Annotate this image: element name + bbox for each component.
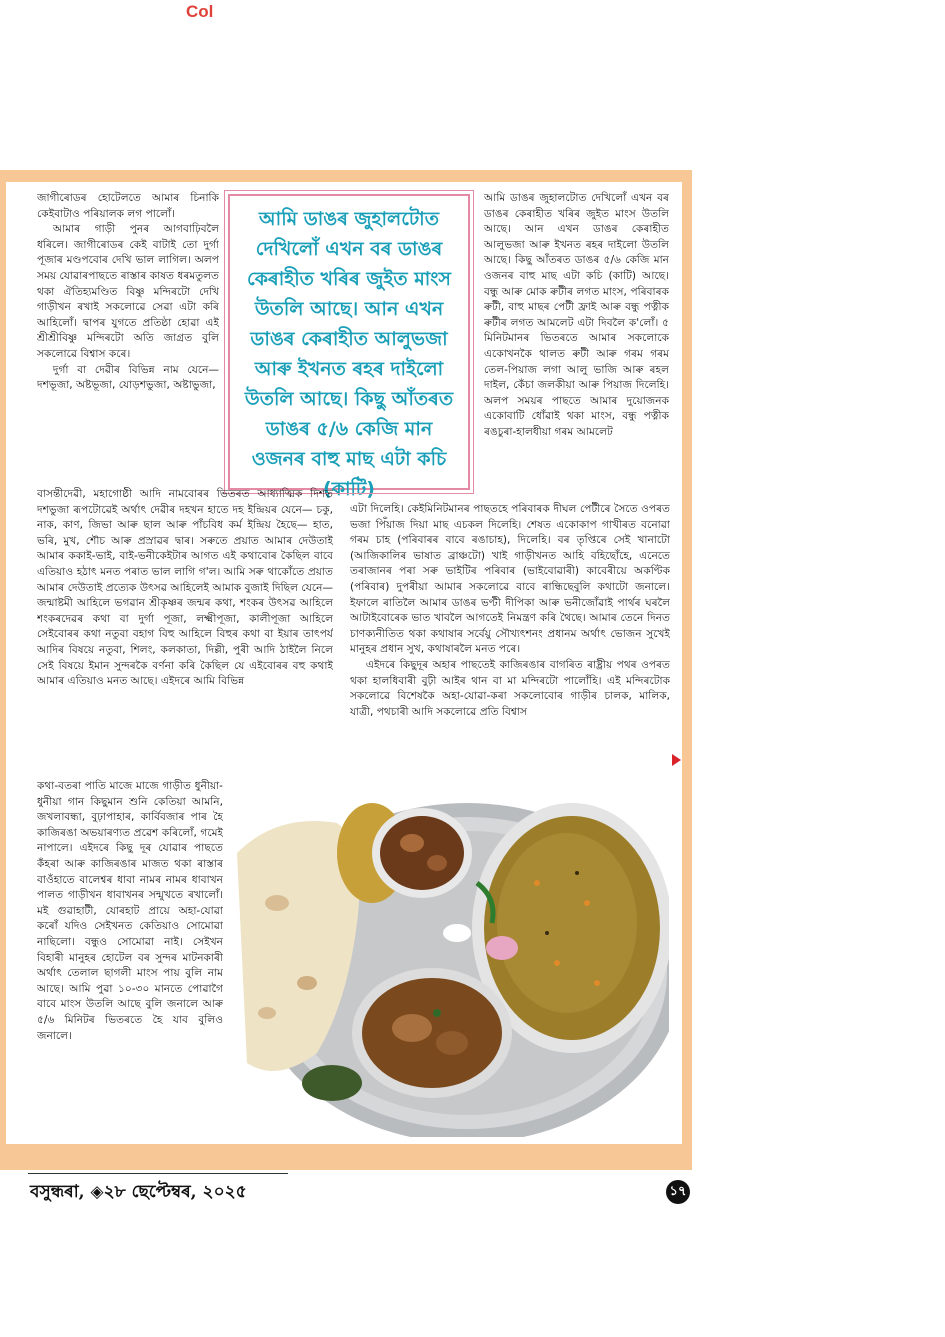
food-thali-photo <box>237 783 669 1137</box>
footer-rule <box>28 1173 288 1174</box>
paragraph: কথা-বতৰা পাতি মাজে মাজে গাড়ীত ধুনীয়া-ধুনীয়া গান কিছুমান শুনি কেতিয়া আমনি, জখলাবন্ধা, বুঢ়াপাহাৰ, কাৰ্বিবজাৰ পাৰ হৈ কাজিৰঙা অভয়াৰণ্যত প্ৰৱেশ কৰিলোঁ, গমেই নাপালে। এইদৰে কিছু দূৰ যোৱাৰ পাছতে কঁহৰা আৰু কাজিৰঙাৰ মাজত থকা ৰাস্তাৰ বাওঁহাতে বালেশ্বৰ ধাবা নামৰ নামৰ ধাবাখন পালত গাড়ীখন ধাবাখনৰ সন্মুখতে ৰখালোঁ। মই গুৱাহাটী, যোৰহাট প্ৰায়ে অহা-যোৱা কৰোঁ যদিও সেইখনত কেতিয়াও সোমোৱা নাছিলো। বন্ধুও সোমোৱা নাই। সেইখন বিহাৰী মানুহৰ হোটেল বৰ সুন্দৰ মাটনকাৰী অৰ্থাৎ তেলাল ছাগলী মাংস পায় বুলি নাম আছে। আমি পুৱা ১০-৩০ মানতে পোৱাগৈ বাবে মাংস উতলি আছে বুলি জনালে আৰু ৫/৬ মিনিটৰ ভিতৰতে হৈ যাব বুলিও জনালে। <box>37 780 223 1042</box>
thali-illustration <box>237 783 669 1137</box>
paragraph: আমাৰ গাড়ী পুনৰ আগবাঢ়িবলৈ ধৰিলে। জাগীৰোডৰ কেই বাটাই তো দুৰ্গা পূজাৰ মণ্ডপবোৰ দেখি ভাল লাগিল। অলপ সময় যোৱাৰপাছতে ৰাস্তাৰ কাষত ধৰমতুলত থকা ঐতিহ্যমণ্ডিত বিষ্ণু মন্দিৰটো দেখি গাড়ীখন ৰখাই সকলোৱে সেৱা এটা কৰি আহিলোঁ। দ্বাপৰ যুগতে প্ৰতিষ্ঠা হোৱা এই শ্ৰীশ্ৰীবিষ্ণু মন্দিৰটো অতি জাগ্ৰত বুলি সকলোৱে বিশ্বাস কৰে। <box>37 223 219 360</box>
paragraph: জাগীৰোডৰ হোটেলতে আমাৰ চিনাকি কেইবাটাও পৰিয়ালক লগ পালোঁ। <box>37 192 219 220</box>
continue-arrow-icon <box>672 754 681 766</box>
page-number: ১৭ <box>666 1180 690 1204</box>
footer-publication-date: বসুন্ধৰা, ◈২৮ ছেপ্টেম্বৰ, ২০২৫ <box>30 1182 247 1202</box>
article-column-1-bottom <box>37 779 223 1139</box>
article-column-1 <box>37 191 219 494</box>
article-column-3 <box>484 191 669 503</box>
paragraph: এটা দিলেহি। কেইমিনিটমানৰ পাছতহে পৰিবাৰক দীঘল পেটীৰে সৈতে ওপৰত ভজা পিঁয়াজ দিয়া মাছ এচকল দিলেহি। শেষত একোকাপ গাখীৰত বনোৱা গৰম চাহ (পৰিবাৰৰ বাবে ৰঙাচাহ), দিলেহি। বৰ তৃপ্তিৰে সেই খানাটো (আজিকালিৰ ভাষাত ব্ৰাঞ্চটো) খাই গাড়ীখনত আহি বহিছোঁহে, এনেতে তৰাজানৰ পৰা সৰু ভাইটিৰ পৰিবাৰ (ভাইবোৱাৰী) কাবেৰীয়ে অকণ্টিক (পৰিবাৰ) দুপৰীয়া আমাৰ সকলোৱে বাবে ৰান্ধিছেবুলি কথাটো জনালে। ইফালে ৰাতিলৈ আমাৰ ডাঙৰ ভণ্টী দীপিকা আৰু ভনীজোঁৱাই পাৰ্থৰ ঘৰলৈ আটাইবোৰেক ভাত খাবলৈ আগতেই নিমন্ত্ৰণ কৰি থৈছে। আমাৰ তেনে দিনত চাণক্যনীতিত থকা কথাষাৰ সৰ্বেয়ু সৌখ্যৎশনং প্ৰধানম অৰ্থাৎ ভোজন সুখেই মানুহৰ প্ৰধান সুখ, কথাষাৰলৈ মনত পৰে। <box>350 503 670 656</box>
paragraph: বাসন্তীদেৱী, মহাগোষ্ঠী আদি নামবোৰৰ ভিতৰত আধ্যাত্মিক দিশত দশভুজা ৰূপটোৱেই অৰ্থাৎ দেৱীৰ দহখন হাতে দহ ইন্দ্ৰিয়ৰ যেনে— চকু, নাক, কাণ, জিভা আৰু ছাল আৰু পাঁচবিধ কৰ্ম ইন্দ্ৰিয় হৈছে— হাত, ভৰি, মুখ, শৌচ আৰু প্ৰস্ৰাৱৰ দ্বাৰ। সৰুতে প্ৰয়াত আমাৰ দেউতাই আমাৰ ককাই-ভাই, বাই-ভনীকেইটাৰ আগত এই কথাবোৰ কৈছিল বাবে এতিয়াও হঠাৎ মনত পৰাত ভাল লাগি গ'ল। আমি সৰু থাকোঁতে প্ৰয়াত আমাৰ দেউতাই প্ৰত্যেক উৎসৱ আহিলেই আমাক বুজাই দিছিল যেনে— জন্মাষ্টমী আহিলে ভগৱান শ্ৰীকৃষ্ণৰ জন্মৰ কথা, শংকৰ উৎসৱ আহিলে শংকৰদেৱৰ কথা বা দুৰ্গা পূজা, লক্ষ্মীপূজা, কালীপূজা আহিলে সেইবোৰৰ কথা নতুবা বহাগ বিহু আহিলে বিহুৰ কথা বা ইয়াৰ তাৎপৰ্য আদিৰ বিষয়ে নতুবা, শিলং, কলকাতা, দিল্লী, পুৰী আদি ঠাইলৈ নিলে সেই বিষয়ে ইমান সুন্দৰকৈ বৰ্ণনা কৰি কৈছিল যে এইবোৰৰ বহু কথাই আমাৰ এতিয়াও মনত আছে। এইদৰে আমি বিভিন্ন <box>37 488 333 688</box>
paragraph: আমি ডাঙৰ জুহালটোত দেখিলোঁ এখন বৰ ডাঙৰ কেৰাহীত খৰিৰ জুইত মাংস উতলি আছে। আন এখন ডাঙৰ কেৰাহীত আলুভজা আৰু ইখনত ৰহৰ দাইলো উতলি আছে। কিছু আঁতৰত ডাঙৰ ৫/৬ কেজি মান ওজনৰ বাহু মাছ এটা কচি (কাটি) আছে। বন্ধু আৰু মোক ৰুটীৰ লগত মাংস, পৰিবাৰক ৰুটী, বাহু মাছৰ পেটী ফ্ৰাই আৰু বন্ধু পত্নীক ৰুটীৰ লগত আমলেট এটা দিবলৈ ক'লোঁ। ৫ মিনিটমানৰ ভিতৰতে আমাৰ সকলোকে একোখনকৈ থালত ৰুটী আৰু গৰম গৰম তেল-পিয়াজ লগা আলু ভাজি আৰু ৰহল দাইল, কেঁচা জলকীয়া আৰু পিয়াজ দিলেহি। অলপ সময়ৰ পাছতে আমাৰ দুয়োজনক একোবাটি ধোঁৱাই থকা মাংস, বন্ধু পত্নীক ৰঙচুৰা-হালধীয়া গৰম আমলেট <box>484 192 669 438</box>
paragraph: এইদৰে কিছুদূৰ অহাৰ পাছতেই কাজিৰঙাৰ বাগৰিত ৰাষ্ট্ৰীয় পথৰ ওপৰত থকা হালধিবাৰী বুঢ়ী আইৰ থান বা মা মন্দিৰটো পালোঁহি। এই মন্দিৰটোক সকলোৱে বিশেষকৈ অহা-যোৱা-কৰা সকলোবোৰ গাড়ীৰ চালক, মালিক, যাত্ৰী, পথচাৰী আদি সকলোৱে প্ৰতি বিশ্বাস <box>350 658 670 718</box>
paragraph: দুৰ্গা বা দেৱীৰ বিভিন্ন নাম যেনে— দশভূজা, অষ্টভূজা, যোড়শভুজা, অষ্টাভুজা, <box>37 363 219 392</box>
article-column-2-continued <box>350 502 670 746</box>
article-column-1-continued <box>37 487 333 777</box>
pull-quote: আমি ডাঙৰ জুহালটোত দেখিলোঁ এখন বৰ ডাঙৰ কেৰাহীত খৰিৰ জুইত মাংস উতলি আছে। আন এখন ডাঙৰ কেৰাহীত আলুভজা আৰু ইখনত ৰহৰ দাইলো উতলি আছে। কিছু আঁতৰত ডাঙৰ ৫/৬ কেজি মান ওজনৰ বাহু মাছ এটা কচি (কাটি) <box>228 194 470 490</box>
color-tag: Col <box>186 2 214 21</box>
